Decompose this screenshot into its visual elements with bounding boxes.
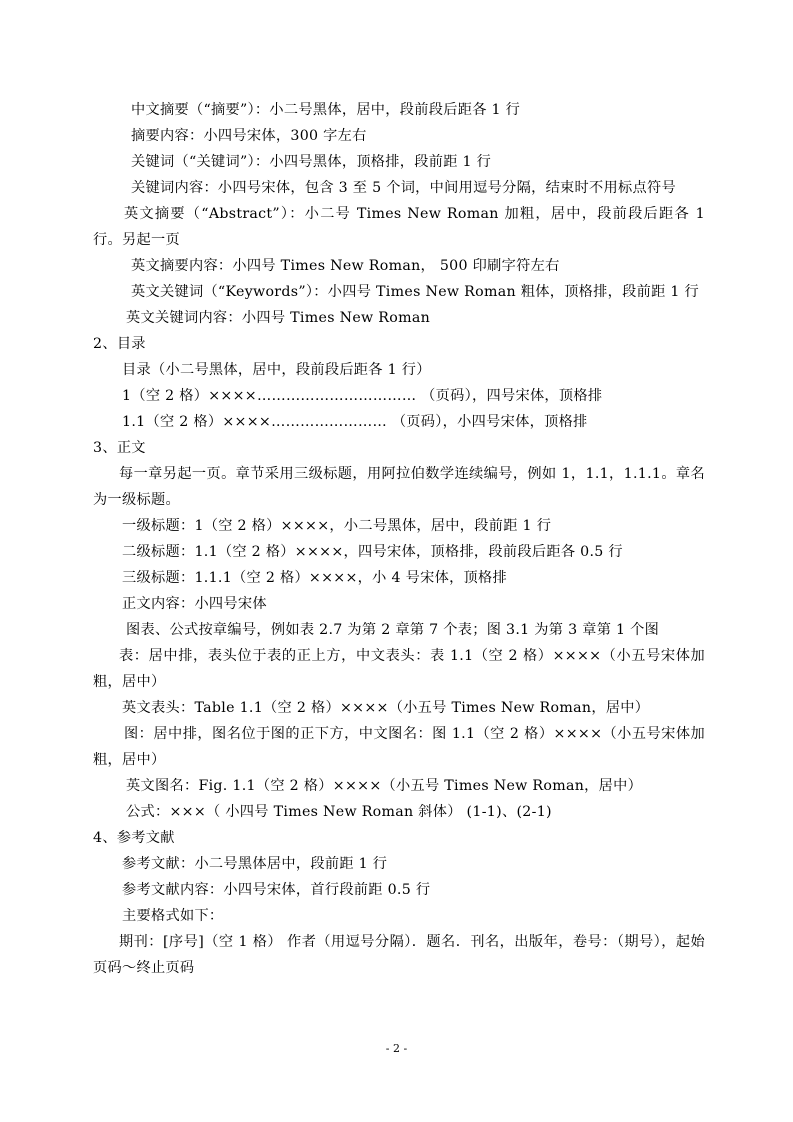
text-line: 图表、公式按章编号，例如表 2.7 为第 2 章第 7 个表；图 3.1 为第 3 章第 1 个图 [126,622,660,638]
section-heading: 4、参考文献 [93,830,175,846]
text-line: 三级标题：1.1.1（空 2 格）××××，小 4 号宋体，顶格排 [122,570,508,586]
text-line: 目录（小二号黑体，居中，段前段后距各 1 行） [122,362,431,378]
text-paragraph: 关键词内容：小四号宋体，包含 3 至 5 个词，中间用逗号分隔，结束时不用标点符号 [131,180,676,196]
text-paragraph: 图：居中排，图名位于图的正下方，中文图名：图 1.1（空 2 格）××××（小五号宋体加粗，居中） [93,726,705,768]
text-line: 英文摘要内容：小四号 Times New Roman， 500 印刷字符左右 [131,258,560,274]
text-paragraph: 英文摘要（“Abstract”）：小二号 Times New Roman 加粗，居中，段前段后距各 1 行。另起一页 [93,206,705,248]
text-line: 1（空 2 格）××××…………………………… （页码），四号宋体，顶格排 [122,388,603,404]
text-line: 参考文献：小二号黑体居中，段前距 1 行 [122,856,388,872]
text-line: 公式：×××（ 小四号 Times New Roman 斜体） (1-1)、(2-1) [126,804,552,820]
text-line: 二级标题：1.1（空 2 格）××××，四号宋体，顶格排，段前段后距各 0.5 行 [122,544,623,560]
text-line: 关键词（“关键词”）：小四号黑体，顶格排，段前距 1 行 [131,154,492,170]
text-line: 主要格式如下： [122,908,224,924]
text-line: 1.1（空 2 格）××××…………………… （页码），小四号宋体，顶格排 [122,414,588,430]
document-body [93,97,705,981]
text-line: 一级标题：1（空 2 格）××××，小二号黑体，居中，段前距 1 行 [122,518,552,534]
text-line: 中文摘要（“摘要”）：小二号黑体，居中，段前段后距各 1 行 [131,102,521,118]
page-number: - 2 - [385,1042,408,1055]
text-line: 英文图名：Fig. 1.1（空 2 格）××××（小五号 Times New Roman，居中） [126,778,643,794]
text-line: 英文关键词（“Keywords”）：小四号 Times New Roman 粗体，顶格排，段前距 1 行 [131,284,700,300]
section-heading: 2、目录 [93,336,146,352]
text-line: 摘要内容：小四号宋体，300 字左右 [131,128,367,144]
text-line: 参考文献内容：小四号宋体，首行段前距 0.5 行 [122,882,431,898]
text-line: 英文表头：Table 1.1（空 2 格）××××（小五号 Times New Roman，居中） [122,700,650,716]
section-heading: 3、正文 [93,440,146,456]
text-paragraph: 期刊：[序号]（空 1 格） 作者（用逗号分隔）．题名．刊名，出版年，卷号：（期号），起始页码～终止页码 [93,934,705,976]
text-line: 英文关键词内容：小四号 Times New Roman [126,310,431,326]
text-paragraph: 表：居中排，表头位于表的正上方，中文表头：表 1.1（空 2 格）××××（小五号宋体加粗，居中） [93,648,705,690]
text-line: 正文内容：小四号宋体 [122,596,267,612]
text-paragraph: 每一章另起一页。章节采用三级标题，用阿拉伯数学连续编号，例如 1，1.1，1.1.1。章名为一级标题。 [93,466,705,508]
